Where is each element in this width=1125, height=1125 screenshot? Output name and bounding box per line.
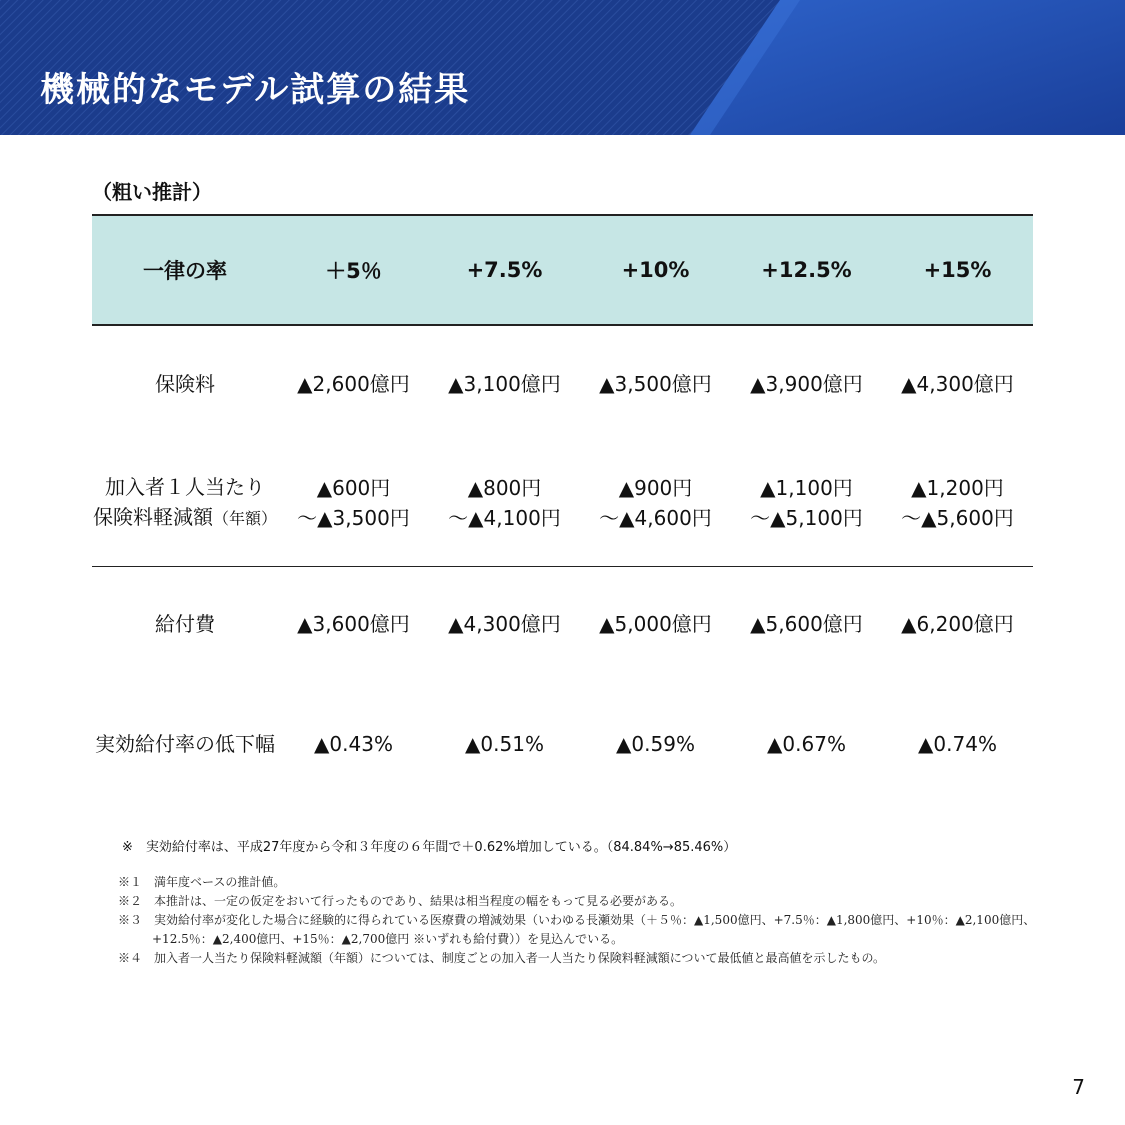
table-cell: ▲0.67% (767, 731, 846, 756)
row-label-text: 保険料軽減額 (92, 505, 213, 530)
table-cell: ▲0.43% (314, 731, 393, 756)
column-header: +15% (882, 215, 1033, 325)
row-label: 保険料 (155, 371, 215, 396)
table-cell (580, 441, 731, 566)
footnotes (118, 873, 1035, 968)
footnote: ※１ 満年度ベースの推計値。 (118, 875, 286, 889)
table-cell: ▲5,000億円 (599, 611, 712, 636)
table-cell: ▲4,300億円 (448, 611, 561, 636)
table-cell: ▲5,600億円 (750, 611, 863, 636)
page-number: 7 (1072, 1075, 1085, 1099)
table-cell (882, 441, 1033, 566)
row-label: 実効給付率の低下幅 (95, 731, 275, 756)
table-cell: ▲0.51% (465, 731, 544, 756)
table-cell: ▲3,100億円 (448, 371, 561, 396)
results-table (92, 214, 1033, 806)
row-label: 給付費 (155, 611, 215, 636)
table-row (92, 441, 1033, 566)
cell-line: ～▲5,100円 (750, 506, 863, 531)
cell-line: ▲600円 (316, 476, 391, 501)
column-header: +7.5% (429, 215, 580, 325)
cell-line: ▲800円 (467, 476, 542, 501)
page-title: 機械的なモデル試算の結果 (40, 70, 471, 110)
cell-line: ～▲4,600円 (599, 506, 712, 531)
table-header-row (92, 215, 1033, 325)
table-row (92, 566, 1033, 681)
table-cell: ▲3,900億円 (750, 371, 863, 396)
row-label-suffix: （年額） (212, 509, 277, 529)
cell-line: ▲1,200円 (911, 476, 1004, 501)
table-cell (278, 441, 429, 566)
footnote: ※４ 加入者一人当たり保険料軽減額（年額）については、制度ごとの加入者一人当たり保険料軽減額について最低値と最高値を示したもの。 (118, 951, 886, 965)
subtitle: （粗い推計） (92, 180, 212, 204)
footnote-continuation: +12.5％：▲2,400億円、+15％：▲2,700億円 ※いずれも給付費））を見込んでいる。 (152, 932, 624, 946)
cell-line: ▲1,100円 (760, 476, 853, 501)
table-row (92, 681, 1033, 806)
table-cell: ▲3,500億円 (599, 371, 712, 396)
column-header: ＋5％ (278, 215, 429, 325)
row-label (92, 441, 278, 566)
table-cell (731, 441, 882, 566)
table-cell (429, 441, 580, 566)
main-note: ※ 実効給付率は、平成27年度から令和３年度の６年間で＋0.62%増加している。（84.84%→85.46%） (122, 840, 737, 855)
column-header: +12.5% (731, 215, 882, 325)
row-label-line (92, 502, 278, 534)
header-banner (0, 0, 1125, 135)
cell-line: ～▲3,500円 (297, 506, 410, 531)
table-cell: ▲2,600億円 (297, 371, 410, 396)
column-header: +10% (580, 215, 731, 325)
table-cell: ▲6,200億円 (901, 611, 1014, 636)
cell-line: ～▲5,600円 (901, 506, 1014, 531)
footnote: ※２ 本推計は、一定の仮定をおいて行ったものであり、結果は相当程度の幅をもって見る必要がある。 (118, 894, 683, 908)
table-row (92, 325, 1033, 441)
footnote: ※３ 実効給付率が変化した場合に経験的に得られている医療費の増減効果（いわゆる長瀬効果（＋５％：▲1,500億円、+7.5％：▲1,800億円、+10％：▲2,100億円、 (118, 913, 1036, 927)
row-label-line: 加入者１人当たり (105, 475, 265, 500)
cell-line: ～▲4,100円 (448, 506, 561, 531)
table-cell: ▲3,600億円 (297, 611, 410, 636)
table-cell: ▲4,300億円 (901, 371, 1014, 396)
table-cell: ▲0.59% (616, 731, 695, 756)
cell-line: ▲900円 (618, 476, 693, 501)
table-cell: ▲0.74% (918, 731, 997, 756)
column-header: 一律の率 (92, 215, 278, 325)
